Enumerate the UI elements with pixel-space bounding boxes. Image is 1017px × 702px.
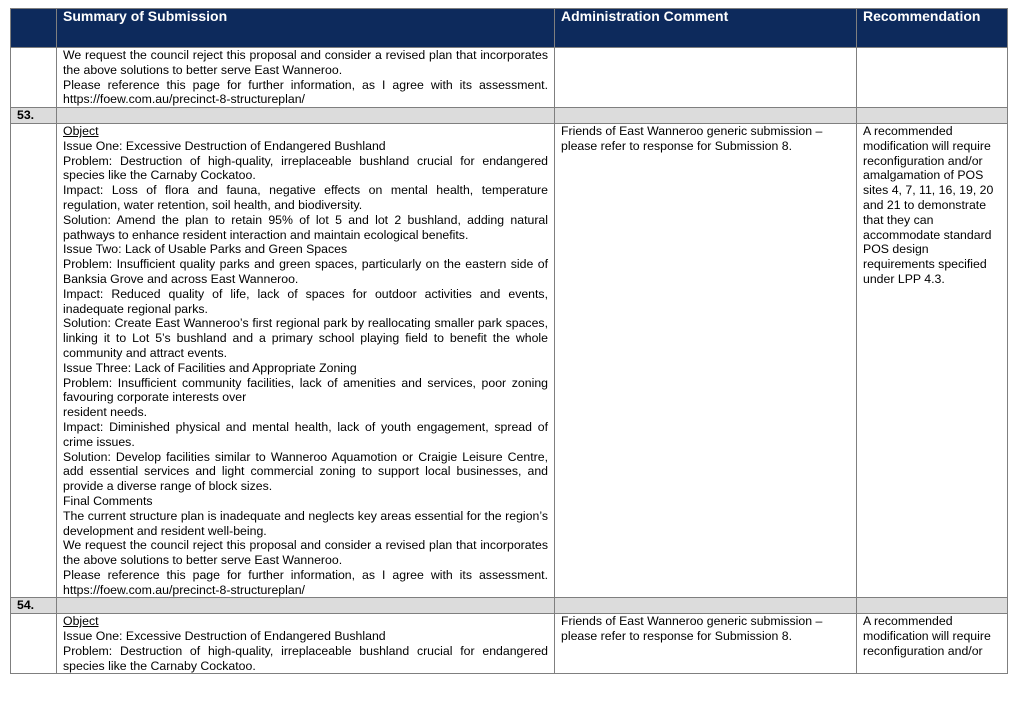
summary-line: Issue One: Excessive Destruction of Endangered Bushland — [63, 138, 386, 153]
summary-line: The current structure plan is inadequate and neglects key areas essential for the region’s development and resident well-being. — [63, 508, 548, 538]
admin-cell — [555, 48, 857, 108]
submission-number: 54. — [11, 598, 57, 614]
number-row-filler — [857, 108, 1008, 124]
summary-line: Issue Three: Lack of Facilities and Appropriate Zoning — [63, 360, 357, 375]
summary-line: Final Comments — [63, 493, 153, 508]
number-row-filler — [555, 108, 857, 124]
summary-line: Problem: Insufficient quality parks and green spaces, particularly on the eastern side of Banksia Grove and across East Wanneroo. — [63, 257, 548, 286]
summary-line: Please reference this page for further information, as I agree with its assessment. https://foew.com.au/precinct-8-structureplan/ — [63, 567, 548, 597]
number-row-filler — [57, 108, 555, 124]
summary-cell — [57, 123, 555, 598]
number-cell — [11, 123, 57, 598]
summary-line: Solution: Amend the plan to retain 95% of lot 5 and lot 2 bushland, adding natural pathways to enhance resident interaction and maintain ecological benefits. — [63, 212, 548, 242]
summary-line: Please reference this page for further information, as I agree with its assessment. https://foew.com.au/precinct-8-structureplan/ — [63, 77, 548, 107]
submission-row — [11, 614, 1008, 674]
submissions-table — [10, 8, 1008, 674]
recommendation-cell: A recommended modification will require reconfiguration and/or amalgamation of POS sites 4, 7, 11, 16, 19, 20 and 21 to demonstrate that they can accommodate standard POS design requirements specified under LPP 4.3. — [857, 123, 1008, 598]
summary-line: Impact: Diminished physical and mental health, lack of youth engagement, spread of crime issues. — [63, 419, 548, 449]
summary-line: Problem: Destruction of high-quality, irreplaceable bushland crucial for endangered species like the Carnaby Cockatoo. — [63, 643, 548, 673]
admin-cell: Friends of East Wanneroo generic submission – please refer to response for Submission 8. — [555, 614, 857, 674]
summary-line: Impact: Loss of flora and fauna, negative effects on mental health, temperature regulation, water retention, soil health, and biodiversity. — [63, 183, 548, 212]
summary-line: Issue Two: Lack of Usable Parks and Green Spaces — [63, 242, 348, 257]
summary-line: resident needs. — [63, 405, 148, 420]
summary-line: Impact: Reduced quality of life, lack of spaces for outdoor activities and events, inadequate regional parks. — [63, 286, 548, 316]
object-label: Object — [63, 123, 99, 138]
header-summary: Summary of Submission — [57, 9, 555, 48]
summary-cell — [57, 48, 555, 108]
summary-line: Problem: Insufficient community facilities, lack of amenities and services, poor zoning favouring corporate interests over — [63, 375, 548, 405]
summary-line: We request the council reject this proposal and consider a revised plan that incorporates the above solutions to better serve East Wanneroo. — [63, 538, 548, 568]
summary-line: Solution: Develop facilities similar to Wanneroo Aquamotion or Craigie Leisure Centre, add essential services and light commercial zoning to support local businesses, and provide a diverse range of block sizes. — [63, 449, 548, 494]
submission-number: 53. — [11, 108, 57, 124]
table-header-row — [11, 9, 1008, 48]
submission-number-row — [11, 598, 1008, 614]
summary-line: Problem: Destruction of high-quality, irreplaceable bushland crucial for endangered species like the Carnaby Cockatoo. — [63, 153, 548, 183]
number-cell — [11, 48, 57, 108]
number-row-filler — [555, 598, 857, 614]
number-row-filler — [57, 598, 555, 614]
number-cell — [11, 614, 57, 674]
summary-line: We request the council reject this proposal and consider a revised plan that incorporates the above solutions to better serve East Wanneroo. — [63, 48, 548, 77]
summary-line: Issue One: Excessive Destruction of Endangered Bushland — [63, 629, 386, 644]
summary-cell — [57, 614, 555, 674]
summary-line: Solution: Create East Wanneroo’s first regional park by reallocating smaller park spaces, linking it to Lot 5’s bushland and a primary school playing field to benefit the whole community and attract events. — [63, 316, 548, 360]
object-label: Object — [63, 614, 99, 629]
recommendation-cell — [857, 48, 1008, 108]
admin-cell: Friends of East Wanneroo generic submission – please refer to response for Submission 8. — [555, 123, 857, 598]
recommendation-cell: A recommended modification will require reconfiguration and/or — [857, 614, 1008, 674]
submission-row — [11, 123, 1008, 598]
header-recommendation: Recommendation — [857, 9, 1008, 48]
number-row-filler — [857, 598, 1008, 614]
continuation-row — [11, 48, 1008, 108]
header-admin-comment: Administration Comment — [555, 9, 857, 48]
header-number — [11, 9, 57, 48]
submission-number-row — [11, 108, 1008, 124]
